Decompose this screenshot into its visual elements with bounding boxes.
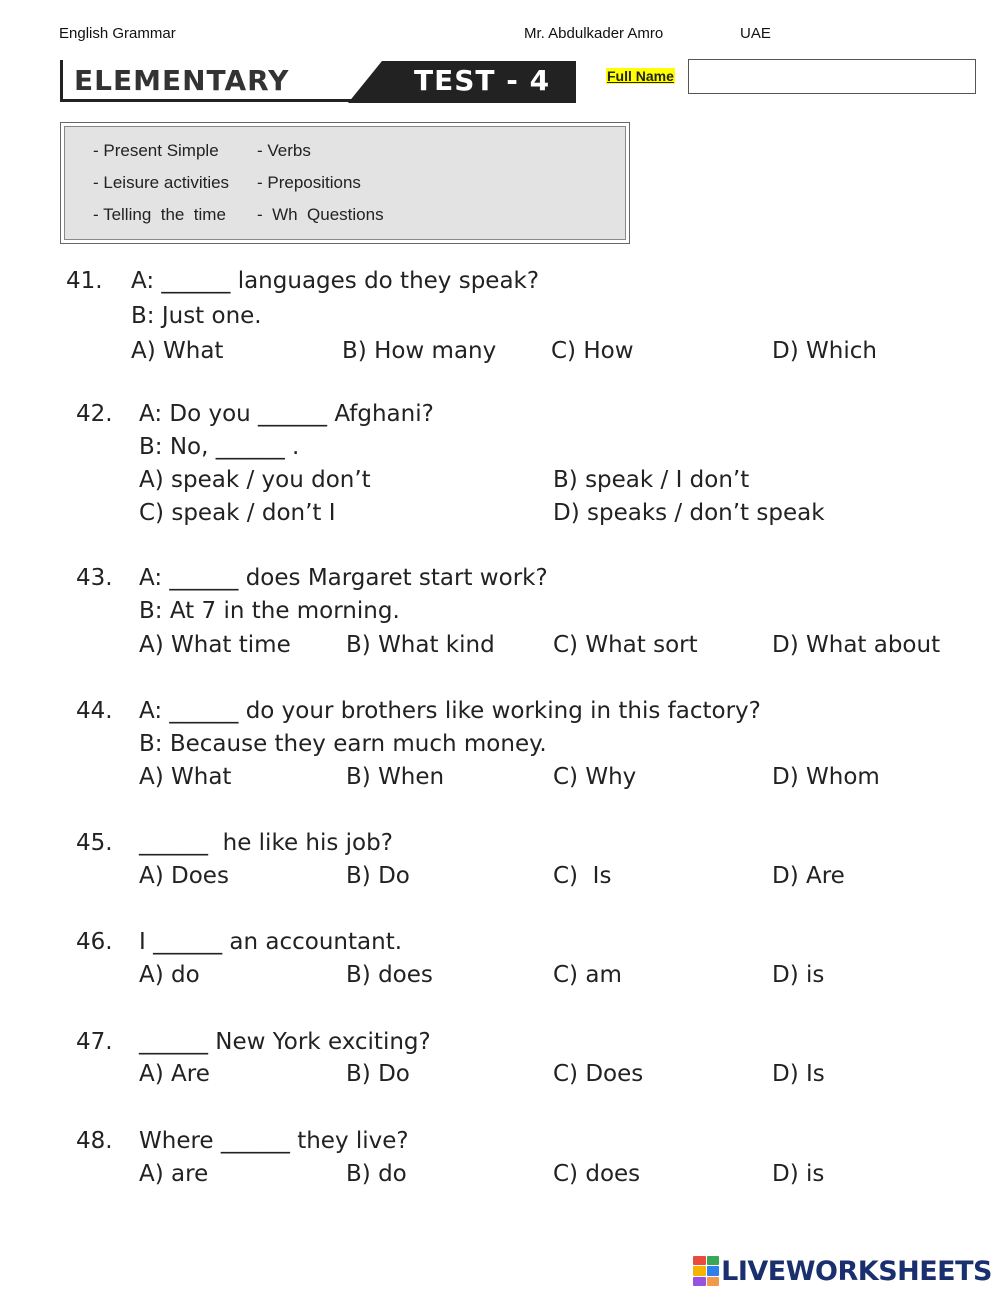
option-a[interactable]: A) What time bbox=[139, 632, 291, 658]
option-d[interactable]: D) is bbox=[772, 1161, 825, 1187]
option-c[interactable]: C) Why bbox=[553, 764, 637, 790]
question-number: 45. bbox=[76, 830, 113, 856]
question-line: B: At 7 in the morning. bbox=[139, 598, 400, 624]
option-b[interactable]: B) How many bbox=[342, 338, 497, 364]
liveworksheets-icon bbox=[693, 1256, 719, 1286]
option-a[interactable]: A) What bbox=[131, 338, 224, 364]
option-b[interactable]: B) speak / I don’t bbox=[553, 467, 750, 493]
option-d[interactable]: D) speaks / don’t speak bbox=[553, 500, 825, 526]
option-d[interactable]: D) Are bbox=[772, 863, 845, 889]
option-d[interactable]: D) is bbox=[772, 962, 825, 988]
subject-label: English Grammar bbox=[59, 25, 176, 42]
option-c[interactable]: C) speak / don’t I bbox=[139, 500, 336, 526]
option-d[interactable]: D) Whom bbox=[772, 764, 880, 790]
teacher-name: Mr. Abdulkader Amro bbox=[524, 25, 664, 42]
question-line: B: Just one. bbox=[131, 303, 262, 329]
full-name-input[interactable] bbox=[688, 59, 976, 94]
option-a[interactable]: A) are bbox=[139, 1161, 209, 1187]
country-label: UAE bbox=[740, 25, 771, 42]
question-number: 46. bbox=[76, 929, 113, 955]
question-number: 47. bbox=[76, 1029, 113, 1055]
question-line: I ______ an accountant. bbox=[139, 929, 403, 955]
question-line: B: Because they earn much money. bbox=[139, 731, 547, 757]
full-name-label: Full Name bbox=[607, 68, 674, 84]
liveworksheets-brand: LIVEWORKSHEETS bbox=[721, 1255, 992, 1287]
question-line: A: ______ languages do they speak? bbox=[131, 268, 540, 294]
option-d[interactable]: D) Is bbox=[772, 1061, 825, 1087]
option-b[interactable]: B) When bbox=[346, 764, 445, 790]
topic-item: - Prepositions bbox=[257, 173, 361, 192]
option-a[interactable]: A) Does bbox=[139, 863, 229, 889]
option-d[interactable]: D) Which bbox=[772, 338, 877, 364]
option-c[interactable]: C) Is bbox=[553, 863, 612, 889]
question-line: A: ______ do your brothers like working in this factory? bbox=[139, 698, 761, 724]
question-line: ______ he like his job? bbox=[139, 830, 393, 856]
topic-item: - Leisure activities bbox=[93, 173, 230, 192]
topic-item: - Verbs bbox=[257, 141, 311, 160]
question-number: 42. bbox=[76, 401, 113, 427]
question-line: Where ______ they live? bbox=[139, 1128, 409, 1154]
option-c[interactable]: C) How bbox=[551, 338, 634, 364]
question-line: ______ New York exciting? bbox=[139, 1029, 431, 1055]
option-c[interactable]: C) Does bbox=[553, 1061, 644, 1087]
option-a[interactable]: A) What bbox=[139, 764, 232, 790]
question-number: 48. bbox=[76, 1128, 113, 1154]
option-a[interactable]: A) do bbox=[139, 962, 200, 988]
option-b[interactable]: B) What kind bbox=[346, 632, 495, 658]
option-b[interactable]: B) Do bbox=[346, 863, 410, 889]
level-title: ELEMENTARY bbox=[74, 64, 290, 97]
option-a[interactable]: A) speak / you don’t bbox=[139, 467, 371, 493]
option-a[interactable]: A) Are bbox=[139, 1061, 210, 1087]
title-banner bbox=[60, 60, 576, 104]
topic-item: - Wh Questions bbox=[257, 205, 384, 224]
question-number: 41. bbox=[66, 268, 103, 294]
liveworksheets-logo bbox=[693, 1253, 992, 1289]
option-c[interactable]: C) What sort bbox=[553, 632, 698, 658]
option-b[interactable]: B) do bbox=[346, 1161, 407, 1187]
question-line: A: ______ does Margaret start work? bbox=[139, 565, 548, 591]
option-b[interactable]: B) does bbox=[346, 962, 433, 988]
topic-item: - Present Simple bbox=[93, 141, 219, 160]
question-line: A: Do you ______ Afghani? bbox=[139, 401, 434, 427]
question-line: B: No, ______ . bbox=[139, 434, 300, 460]
option-c[interactable]: C) does bbox=[553, 1161, 641, 1187]
question-number: 43. bbox=[76, 565, 113, 591]
option-d[interactable]: D) What about bbox=[772, 632, 941, 658]
option-b[interactable]: B) Do bbox=[346, 1061, 410, 1087]
topics-box bbox=[60, 122, 630, 244]
question-number: 44. bbox=[76, 698, 113, 724]
topic-item: - Telling the time bbox=[93, 205, 226, 224]
test-title: TEST - 4 bbox=[414, 64, 551, 97]
option-c[interactable]: C) am bbox=[553, 962, 622, 988]
